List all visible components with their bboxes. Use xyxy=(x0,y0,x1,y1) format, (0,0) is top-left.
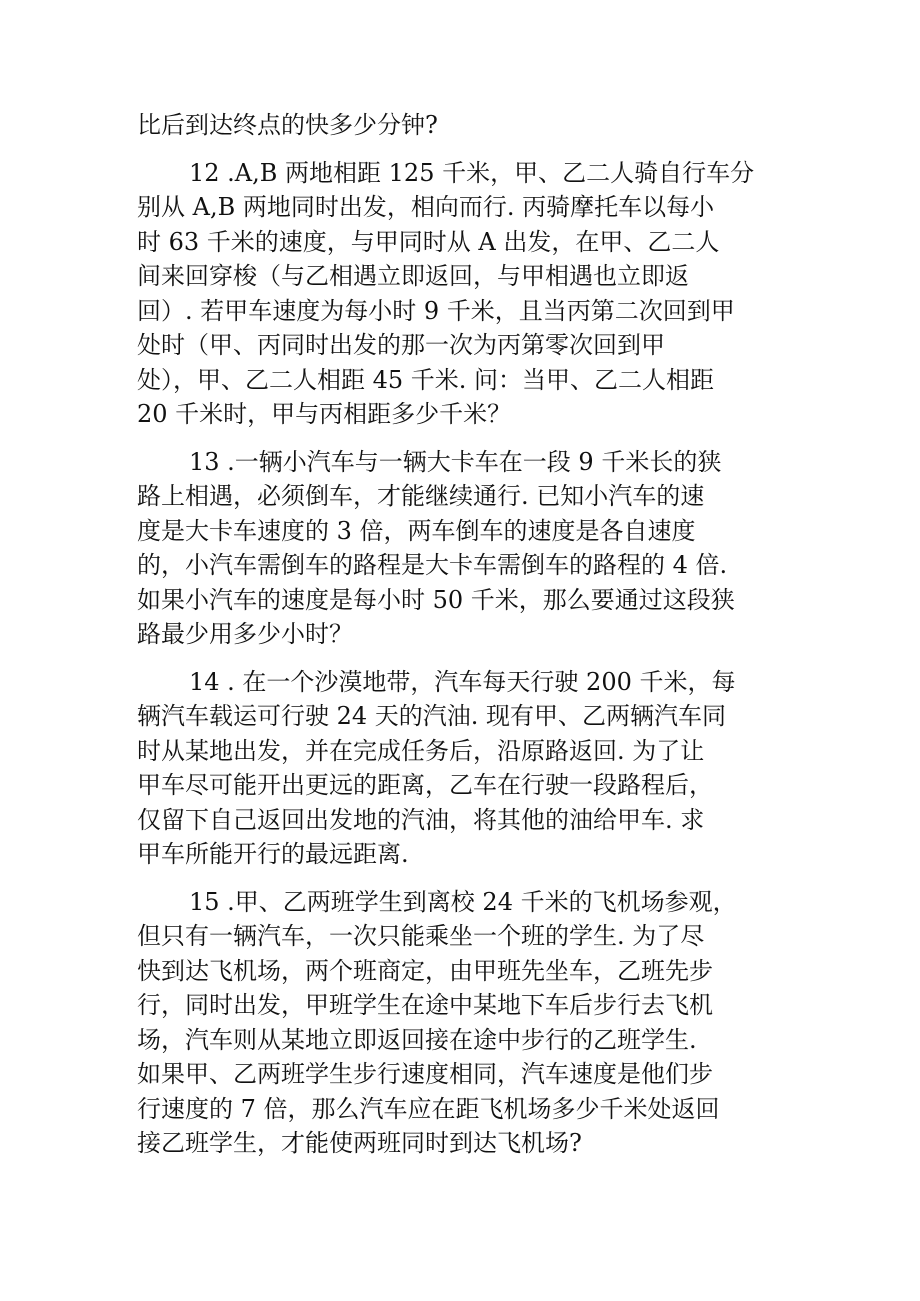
document-page xyxy=(137,108,787,1161)
text-line: 间来回穿梭（与乙相遇立即返回，与甲相遇也立即返 xyxy=(137,262,689,290)
text-line: 但只有一辆汽车，一次只能乘坐一个班的学生. 为了尽 xyxy=(137,922,705,950)
text-line: 仅留下自己返回出发地的汽油，将其他的油给甲车. 求 xyxy=(137,805,705,834)
text-line: 处时（甲、丙同时出发的那一次为丙第零次回到甲 xyxy=(137,331,665,359)
text-line: 比后到达终点的快多少分钟? xyxy=(137,111,438,139)
text-line: 15 .甲、乙两班学生到离校 24 千米的飞机场参观， xyxy=(189,887,737,916)
text-line: 别从 A,B 两地同时出发，相向而行. 丙骑摩托车以每小 xyxy=(137,193,715,221)
paragraph-14 xyxy=(137,665,787,872)
text-line: 处），甲、乙二人相距 45 千米. 问：当甲、乙二人相距 xyxy=(137,365,715,394)
text-line: 如果甲、乙两班学生步行速度相同，汽车速度是他们步 xyxy=(137,1060,713,1088)
text-line: 甲车所能开行的最远距离. xyxy=(137,840,409,868)
text-line: 辆汽车载运可行驶 24 天的汽油. 现有甲、乙两辆汽车同 xyxy=(137,702,727,730)
text-line: 的，小汽车需倒车的路程是大卡车需倒车的路程的 4 倍. xyxy=(137,551,728,579)
text-line: 14 . 在一个沙漠地带，汽车每天行驶 200 千米，每 xyxy=(189,667,736,696)
text-line: 行，同时出发，甲班学生在途中某地下车后步行去飞机 xyxy=(137,991,713,1019)
paragraph-11-tail xyxy=(137,108,787,143)
paragraph-13 xyxy=(137,445,787,652)
text-line: 如果小汽车的速度是每小时 50 千米，那么要通过这段狭 xyxy=(137,585,735,614)
paragraph-12 xyxy=(137,156,787,432)
text-line: 甲车尽可能开出更远的距离，乙车在行驶一段路程后， xyxy=(137,771,713,799)
text-line: 12 .A,B 两地相距 125 千米，甲、乙二人骑自行车分 xyxy=(189,158,755,187)
text-line: 快到达飞机场，两个班商定，由甲班先坐车，乙班先步 xyxy=(137,956,713,985)
text-line: 13 .一辆小汽车与一辆大卡车在一段 9 千米长的狭 xyxy=(189,447,722,476)
text-line: 20 千米时，甲与丙相距多少千米？ xyxy=(137,400,512,428)
text-line: 度是大卡车速度的 3 倍，两车倒车的速度是各自速度 xyxy=(137,516,696,545)
text-line: 场，汽车则从某地立即返回接在途中步行的乙班学生. xyxy=(137,1025,697,1054)
text-line: 时从某地出发，并在完成任务后，沿原路返回. 为了让 xyxy=(137,736,705,765)
text-line: 时 63 千米的速度，与甲同时从 A 出发，在甲、乙二人 xyxy=(137,227,720,256)
text-line: 路上相遇，必须倒车，才能继续通行. 已知小汽车的速 xyxy=(137,482,705,510)
text-line: 接乙班学生，才能使两班同时到达飞机场? xyxy=(137,1129,582,1157)
text-line: 回）. 若甲车速度为每小时 9 千米，且当丙第二次回到甲 xyxy=(137,296,735,325)
text-line: 行速度的 7 倍，那么汽车应在距飞机场多少千米处返回 xyxy=(137,1094,720,1123)
paragraph-15 xyxy=(137,885,787,1161)
text-line: 路最少用多少小时？ xyxy=(137,620,353,648)
